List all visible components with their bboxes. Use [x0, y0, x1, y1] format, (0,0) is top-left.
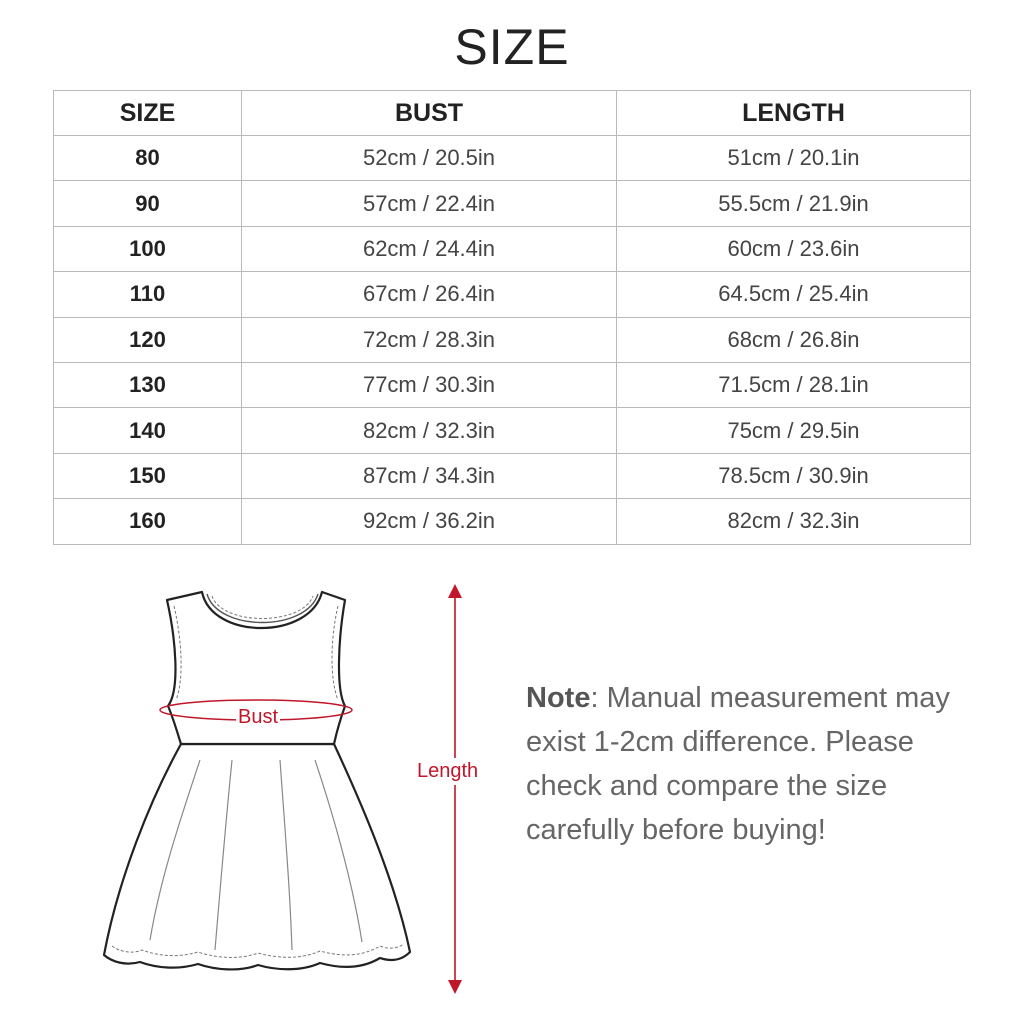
table-row [54, 453, 971, 498]
header-bust: BUST [242, 91, 617, 136]
page-title: SIZE [454, 19, 570, 75]
bust-label: Bust [238, 706, 279, 728]
note-text [526, 676, 996, 852]
size-cell: 110 [54, 272, 242, 317]
length-cell: 78.5cm / 30.9in [617, 453, 971, 498]
bust-cell: 82cm / 32.3in [242, 408, 617, 453]
table-row [54, 226, 971, 271]
note-label: Note [526, 682, 591, 714]
table-row [54, 317, 971, 362]
length-cell: 71.5cm / 28.1in [617, 362, 971, 407]
bust-cell: 87cm / 34.3in [242, 453, 617, 498]
table-row [54, 499, 971, 544]
table-row [54, 408, 971, 453]
size-cell: 150 [54, 453, 242, 498]
size-cell: 130 [54, 362, 242, 407]
bust-cell: 72cm / 28.3in [242, 317, 617, 362]
note-body: : Manual measurement may exist 1-2cm difference. Please check and compare the size carefully before buying! [526, 682, 950, 846]
dress-illustration [100, 580, 420, 1000]
length-cell: 82cm / 32.3in [617, 499, 971, 544]
table-row [54, 181, 971, 226]
length-label: Length [417, 758, 478, 785]
arrow-up-icon [448, 584, 462, 598]
size-chart-table [53, 90, 971, 545]
length-cell: 75cm / 29.5in [617, 408, 971, 453]
table-row [54, 272, 971, 317]
length-arrow [440, 584, 470, 994]
length-cell: 55.5cm / 21.9in [617, 181, 971, 226]
table-row [54, 136, 971, 181]
bust-cell: 92cm / 36.2in [242, 499, 617, 544]
length-cell: 60cm / 23.6in [617, 226, 971, 271]
size-cell: 160 [54, 499, 242, 544]
size-cell: 100 [54, 226, 242, 271]
header-length: LENGTH [617, 91, 971, 136]
size-cell: 140 [54, 408, 242, 453]
length-cell: 68cm / 26.8in [617, 317, 971, 362]
size-cell: 80 [54, 136, 242, 181]
bust-cell: 62cm / 24.4in [242, 226, 617, 271]
bust-cell: 77cm / 30.3in [242, 362, 617, 407]
table-row [54, 362, 971, 407]
length-cell: 64.5cm / 25.4in [617, 272, 971, 317]
bust-cell: 57cm / 22.4in [242, 181, 617, 226]
bust-cell: 67cm / 26.4in [242, 272, 617, 317]
size-cell: 120 [54, 317, 242, 362]
table-header-row [54, 91, 971, 136]
length-cell: 51cm / 20.1in [617, 136, 971, 181]
dress-skirt [104, 744, 410, 969]
header-size: SIZE [54, 91, 242, 136]
arrow-down-icon [448, 980, 462, 994]
bust-cell: 52cm / 20.5in [242, 136, 617, 181]
size-cell: 90 [54, 181, 242, 226]
